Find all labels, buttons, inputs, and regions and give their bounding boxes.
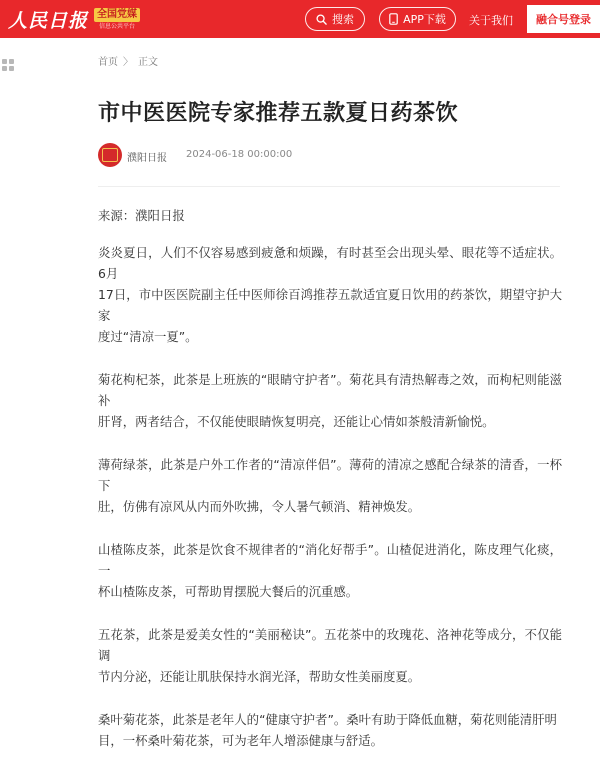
meta-divider <box>98 186 560 187</box>
top-navigation-bar <box>0 0 600 38</box>
source-avatar[interactable] <box>98 143 122 167</box>
apps-grid-icon[interactable] <box>2 59 14 71</box>
breadcrumb-current: 正文 <box>138 57 158 68</box>
search-label: 搜索 <box>332 13 354 26</box>
app-download-button[interactable] <box>379 7 456 31</box>
article-paragraph: 薄荷绿茶，此茶是户外工作者的“清凉伴侣”。薄荷的清凉之感配合绿茶的清香，一杯下 肚，仿佛有凉风从内而外吹拂，令人暑气顿消、精神焕发。 <box>98 457 562 514</box>
logo-badge <box>94 8 140 30</box>
breadcrumb-home-link[interactable]: 首页 <box>98 57 118 68</box>
breadcrumb <box>98 53 158 68</box>
logo-badge-subtitle: 信息公共平台 <box>99 23 136 30</box>
breadcrumb-separator-icon: 〉 <box>123 57 133 68</box>
article-paragraph: 炎炎夏日，人们不仅容易感到疲惫和烦躁，有时甚至会出现头晕、眼花等不适症状。6月 17日，市中医医院副主任中医师徐百鸿推荐五款适宜夏日饮用的药茶饮，期望守护大家 度过“清凉一夏”。 <box>98 245 562 344</box>
article-paragraph: 五花茶，此茶是爱美女性的“美丽秘诀”。五花茶中的玫瑰花、洛神花等成分，不仅能调 节内分泌，还能让肌肤保持水润光泽，帮助女性美丽度夏。 <box>98 627 562 684</box>
search-icon <box>316 14 327 25</box>
login-button[interactable]: 融合号登录 <box>527 5 600 33</box>
phone-icon <box>389 13 398 25</box>
search-button[interactable] <box>305 7 365 31</box>
site-logo[interactable] <box>8 4 140 34</box>
logo-text: 人民日报 <box>8 9 89 32</box>
logo-badge-title: 全国党媒 <box>94 8 140 22</box>
article-source-line: 来源：濮阳日报 <box>98 208 185 223</box>
article-body <box>98 205 562 773</box>
article-paragraph: 菊花枸杞茶，此茶是上班族的“眼睛守护者”。菊花具有清热解毒之效，而枸杞则能滋补 肝肾，两者结合，不仅能使眼睛恢复明亮，还能让心情如茶般清新愉悦。 <box>98 372 562 429</box>
about-us-link[interactable]: 关于我们 <box>469 14 513 27</box>
source-name-link[interactable]: 濮阳日报 <box>127 153 167 164</box>
article-title: 市中医医院专家推荐五款夏日药茶饮 <box>98 101 459 126</box>
article-meta <box>98 143 558 167</box>
article-paragraph: 山楂陈皮茶，此茶是饮食不规律者的“消化好帮手”。山楂促进消化，陈皮理气化痰，一 杯山楂陈皮茶，可帮助胃摆脱大餐后的沉重感。 <box>98 542 562 599</box>
article-paragraph: 桑叶菊花茶，此茶是老年人的“健康守护者”。桑叶有助于降低血糖，菊花则能清肝明 目，一杯桑叶菊花茶，可为老年人增添健康与舒适。 <box>98 712 557 748</box>
app-download-label: APP下载 <box>403 13 446 26</box>
publish-time: 2024-06-18 00:00:00 <box>186 149 293 160</box>
